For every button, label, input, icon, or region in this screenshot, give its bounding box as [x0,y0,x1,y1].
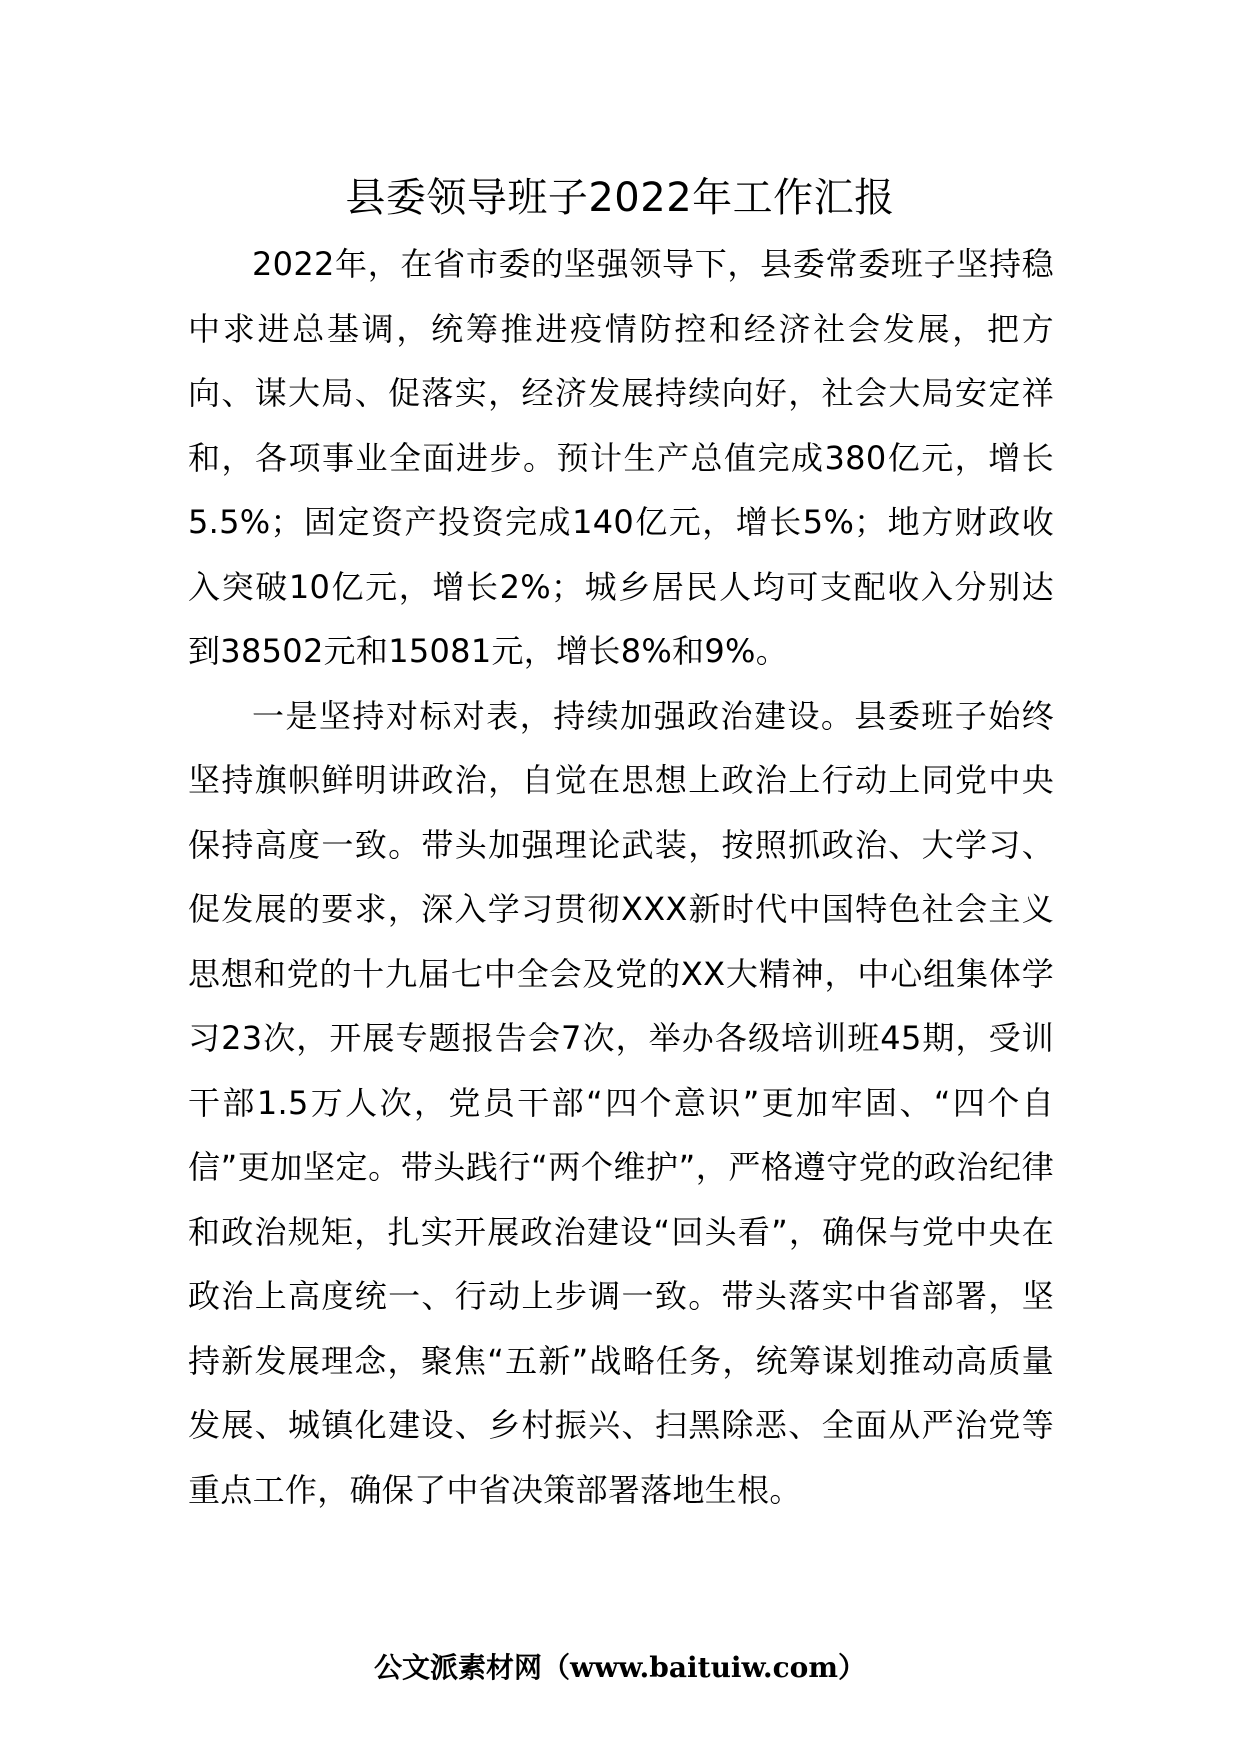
document-title: 县委领导班子2022年工作汇报 [345,175,895,221]
document-body [188,232,1054,1522]
paragraph-summary: 2022年，在省市委的坚强领导下，县委常委班子坚持稳中求进总基调，统筹推进疫情防控和经济社会发展，把方向、谋大局、促落实，经济发展持续向好，社会大局安定祥和，各项事业全面进步。预计生产总值完成380亿元，增长5.5%；固定资产投资完成140亿元，增长5%；地方财政收入突破10亿元，增长2%；城乡居民人均可支配收入分别达到38502元和15081元，增长8%和9%。 [188,245,1054,670]
footer-watermark-text: 公文派素材网（www.baituiw.com） [374,1651,866,1684]
paragraph-political-building: 一是坚持对标对表，持续加强政治建设。县委班子始终坚持旗帜鲜明讲政治，自觉在思想上政治上行动上同党中央保持高度一致。带头加强理论武装，按照抓政治、大学习、促发展的要求，深入学习贯彻XXX新时代中国特色社会主义思想和党的十九届七中全会及党的XX大精神，中心组集体学习23次，开展专题报告会7次，举办各级培训班45期，受训干部1.5万人次，党员干部“四个意识”更加牢固、“四个自信”更加坚定。带头践行“两个维护”，严格遵守党的政治纪律和政治规矩，扎实开展政治建设“回头看”，确保与党中央在政治上高度统一、行动上步调一致。带头落实中省部署，坚持新发展理念，聚焦“五新”战略任务，统筹谋划推动高质量发展、城镇化建设、乡村振兴、扫黑除恶、全面从严治党等重点工作，确保了中省决策部署落地生根。 [188,696,1054,1509]
